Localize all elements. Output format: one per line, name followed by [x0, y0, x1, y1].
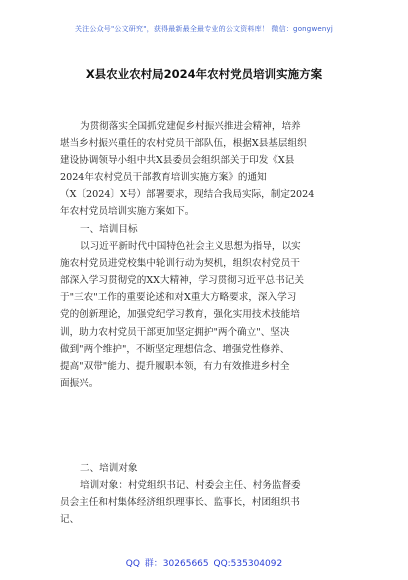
intro-line: 2024年农村党员干部教育培训实施方案》的通知 — [60, 172, 267, 184]
section-line: 记、 — [60, 514, 80, 526]
section-line: 于"三农"工作的重要论述和对X重大方略要求，深入学习 — [60, 292, 297, 304]
document-title: X县农业农村局2024年农村党员培训实施方案 — [85, 67, 323, 81]
section-line: 培训对象：村党组织书记、村委会主任、村务监督委 — [80, 480, 301, 492]
section-line: 施农村党员进党校集中轮训行动为契机，组织农村党员干 — [60, 258, 300, 270]
section-2 — [60, 460, 350, 528]
intro-line: （X〔2024〕X号）部署要求，现结合我局实际，制定2024 — [60, 189, 315, 201]
section-line: 部深入学习贯彻党的XX大精神，学习贯彻习近平总书记关 — [60, 275, 304, 287]
section-line: 训，助力农村党员干部更加坚定拥护"两个确立"、坚决 — [60, 326, 290, 338]
intro-line: 为贯彻落实全国抓党建促乡村振兴推进会精神，培养 — [80, 121, 301, 132]
intro-paragraph — [60, 118, 350, 221]
section-line: 提高"双带"能力、提升履职本领，有力有效推进乡村全 — [60, 360, 290, 372]
intro-line: 堪当乡村振兴重任的农村党员干部队伍，根据X县基层组织 — [60, 138, 307, 150]
section-line: 面振兴。 — [60, 377, 99, 389]
section-line: 做到"两个维护"，不断坚定理想信念、增强党性修养、 — [60, 343, 290, 355]
section-line: 党的创新理论，加强党纪学习教育，强化实用技术技能培 — [60, 309, 300, 321]
section-line: 员会主任和村集体经济组织理事长、监事长，村团组织书 — [60, 497, 300, 509]
section-heading: 二、培训对象 — [80, 463, 138, 474]
intro-line: 年农村党员培训实施方案如下。 — [60, 206, 195, 218]
section-heading: 一、培训目标 — [80, 224, 138, 235]
footer-contact: QQ 群：30265665 QQ:535304092 — [125, 559, 283, 569]
intro-line: 建设协调领导小组中共X县委员会组织部关于印发《X县 — [60, 155, 295, 167]
header-watermark: 关注公众号"公文研究"，获得最新最全最专业的公文资料库！ 微信：gongwenyj — [74, 25, 334, 33]
section-line: 以习近平新时代中国特色社会主义思想为指导，以实 — [80, 241, 301, 253]
section-1 — [60, 221, 350, 392]
